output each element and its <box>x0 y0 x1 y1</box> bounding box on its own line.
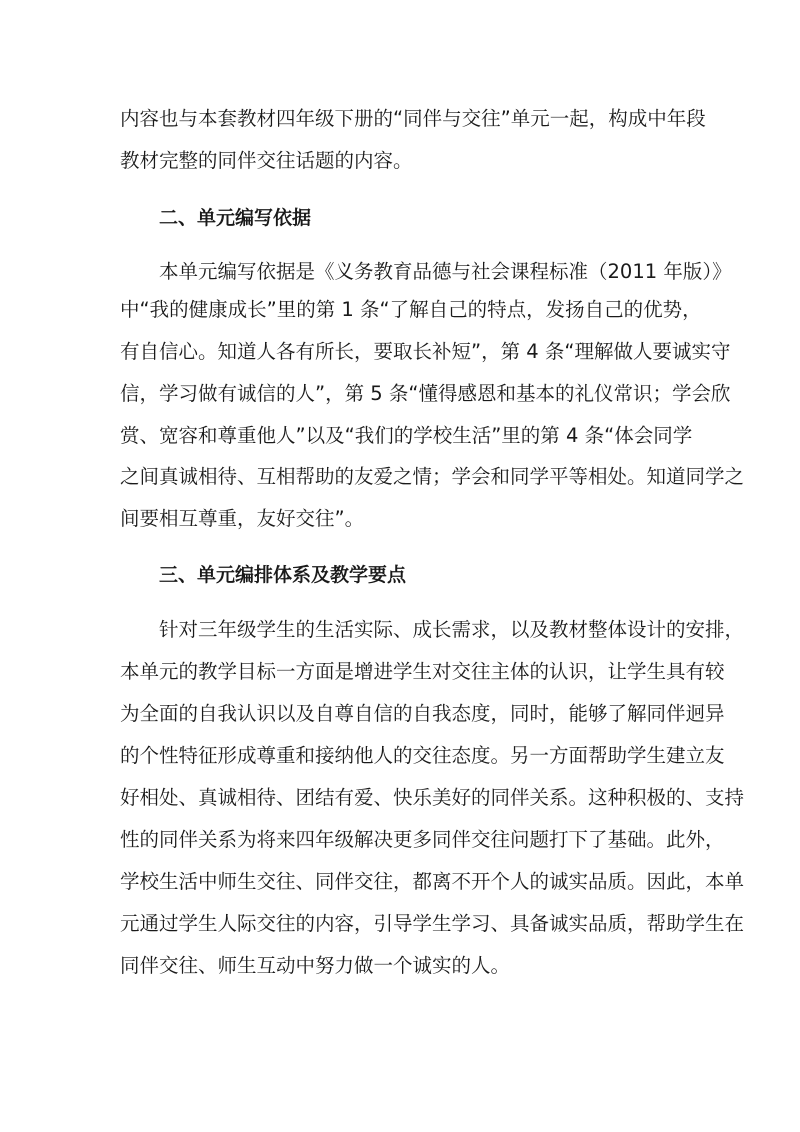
section2-line-3: 有自信心。知道人各有所长，要取长补短”，第 4 条“理解做人要诚实守 <box>120 340 731 363</box>
section3-line-2: 本单元的教学目标一方面是增进学生对交往主体的认识，让学生具有较 <box>120 660 725 683</box>
section2-line-5: 赏、宽容和尊重他人”以及“我们的学校生活”里的第 4 条“体会同学 <box>120 424 693 447</box>
section3-line-1: 针对三年级学生的生活实际、成长需求，以及教材整体设计的安排， <box>159 618 745 641</box>
section3-line-3: 为全面的自我认识以及自尊自信的自我态度，同时，能够了解同伴迥异 <box>120 702 725 725</box>
section3-line-4: 的个性特征形成尊重和接纳他人的交往态度。另一方面帮助学生建立友 <box>120 744 725 767</box>
section2-line-2: 中“我的健康成长”里的第 1 条“了解自己的特点，发扬自己的优势， <box>120 298 702 321</box>
intro-line-1: 内容也与本套教材四年级下册的“同伴与交往”单元一起，构成中年段 <box>120 107 706 130</box>
section3-line-8: 元通过学生人际交往的内容，引导学生学习、具备诚实品质，帮助学生在 <box>120 912 745 935</box>
section2-line-6: 之间真诚相待、互相帮助的友爱之情；学会和同学平等相处。知道同学之 <box>120 465 745 488</box>
section-heading-2: 二、单元编写依据 <box>159 207 312 229</box>
section3-line-9: 同伴交往、师生互动中努力做一个诚实的人。 <box>120 954 511 977</box>
section3-line-6: 性的同伴关系为将来四年级解决更多同伴交往问题打下了基础。此外， <box>120 828 725 851</box>
section2-line-4: 信，学习做有诚信的人”，第 5 条“懂得感恩和基本的礼仪常识；学会欣 <box>120 382 731 405</box>
intro-line-2: 教材完整的同伴交往话题的内容。 <box>120 149 413 172</box>
section3-line-7: 学校生活中师生交往、同伴交往，都离不开个人的诚实品质。因此，本单 <box>120 870 745 893</box>
section2-line-1: 本单元编写依据是《义务教育品德与社会课程标准（2011 年版）》 <box>159 260 732 283</box>
section3-line-5: 好相处、真诚相待、团结有爱、快乐美好的同伴关系。这种积极的、支持 <box>120 786 745 809</box>
section-heading-3: 三、单元编排体系及教学要点 <box>159 564 407 586</box>
section2-line-7: 间要相互尊重，友好交往”。 <box>120 507 365 530</box>
